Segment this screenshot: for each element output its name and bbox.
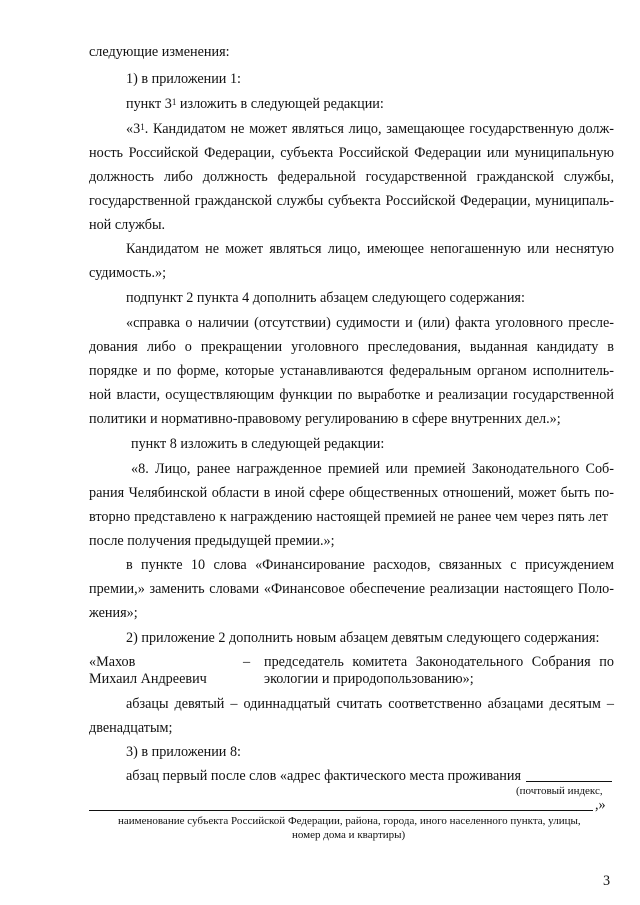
text-line: политики и нормативно-правовому регулированию в сфере внутренних дел.»; <box>89 411 561 427</box>
caption-line: (почтовый индекс, <box>516 785 603 797</box>
caption-line: номер дома и квартиры) <box>292 829 406 841</box>
text-line: абзац первый после слов «адрес фактического места проживания <box>126 768 522 784</box>
text-line: ,» <box>595 797 606 813</box>
text-line: «$3^1$. Кандидатом не может являться лицо, замещающее государственную долж- <box>126 121 614 137</box>
text-line: премии,» заменить словами «Финансовое обеспечение реализации настоящего Поло- <box>89 581 614 597</box>
dash: – <box>243 654 251 670</box>
text-line: должность либо должность федеральной государственной гражданской службы, <box>89 169 614 185</box>
text-line: 1) в приложении 1: <box>126 71 241 87</box>
text-line: ность Российской Федерации, субъекта Российской Федерации или муниципальную <box>89 145 614 161</box>
text-line: «справка о наличии (отсутствии) судимости и (или) факта уголовного пресле- <box>126 315 614 331</box>
text-line: 2) приложение 2 дополнить новым абзацем девятым следующего содержания: <box>126 630 600 646</box>
text-line: порядке и по форме, которые устанавливаются федеральным органом исполнитель- <box>89 363 614 379</box>
text-line: пункт $3^1$ изложить в следующей редакции: <box>126 96 384 112</box>
blank-line <box>526 781 612 782</box>
text-line: после получения предыдущей премии.»; <box>89 533 335 549</box>
blank-line <box>89 810 593 811</box>
text-line: абзацы девятый – одиннадцатый считать соответственно абзацами десятым – <box>126 696 614 712</box>
text-line: дования либо о прекращении уголовного преследования, выданная кандидату в <box>89 339 614 355</box>
name-line: Михаил Андреевич <box>89 671 207 687</box>
text-line: жения»; <box>89 605 138 621</box>
position-line: председатель комитета Законодательного Собрания по <box>264 654 614 670</box>
text-line: ной службы. <box>89 217 166 233</box>
text-line: Кандидатом не может являться лицо, имеющее непогашенную или неснятую <box>126 241 614 257</box>
text-line: государственной гражданской службы субъекта Российской Федерации, муниципаль- <box>89 193 614 209</box>
text-line: следующие изменения: <box>89 44 230 60</box>
page-number: 3 <box>603 873 611 889</box>
text-line: судимость.»; <box>89 265 167 281</box>
text-line: подпункт 2 пункта 4 дополнить абзацем следующего содержания: <box>126 290 525 306</box>
text-line: в пункте 10 слова «Финансирование расходов, связанных с присуждением <box>126 557 614 573</box>
text-line: ной власти, осуществляющим функции по выработке и реализации государственной <box>89 387 614 403</box>
text-line: 3) в приложении 8: <box>126 744 241 760</box>
text-line: вторно представлено к награждению настоящей премией не ранее чем через пять лет <box>89 509 608 525</box>
text-line: рания Челябинской области в иной сфере общественных отношений, может быть по- <box>89 485 614 501</box>
position-line: экологии и природопользованию»; <box>264 671 474 687</box>
text-line: пункт 8 изложить в следующей редакции: <box>131 436 385 452</box>
text-line: «8. Лицо, ранее награжденное премией или премией Законодательного Соб- <box>131 461 614 477</box>
name-line: «Махов <box>89 654 136 670</box>
text-line: двенадцатым; <box>89 720 173 736</box>
caption-line: наименование субъекта Российской Федерации, района, города, иного населенного пункта, улицы, <box>118 815 581 827</box>
